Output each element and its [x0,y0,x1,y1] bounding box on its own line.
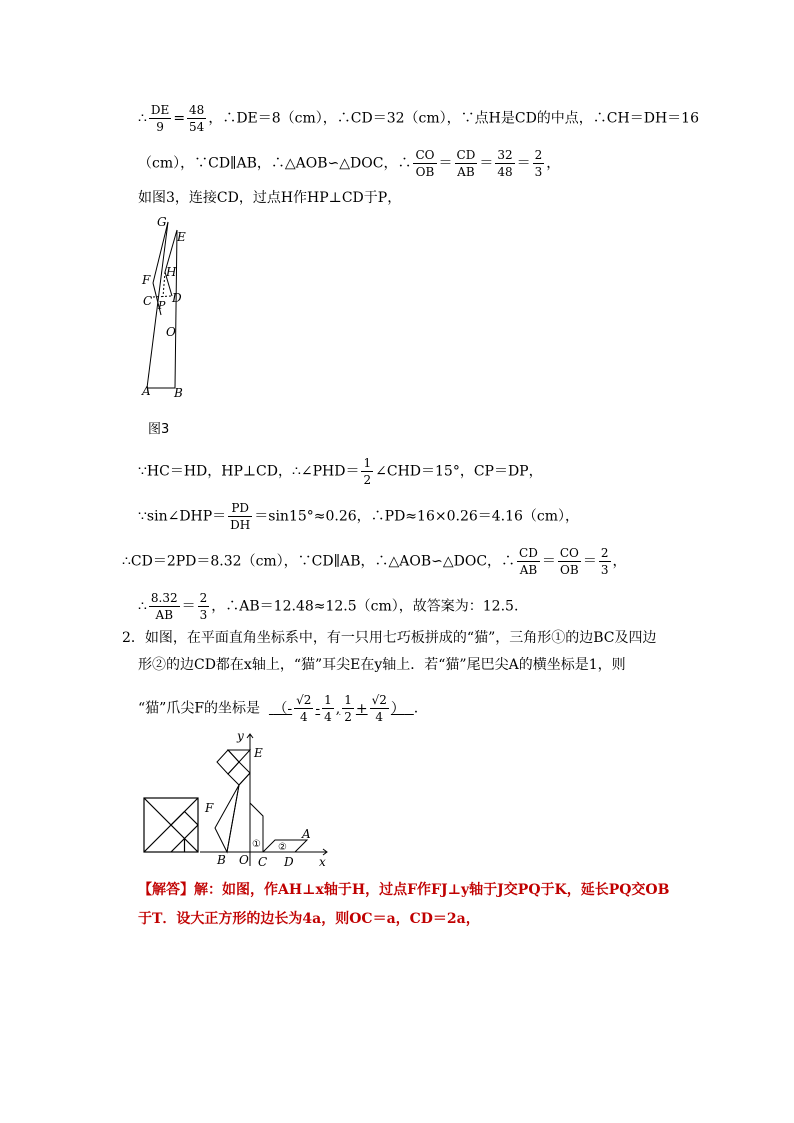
label-d: D [172,291,182,305]
label-f: F [142,273,151,287]
label-h: H [166,265,177,279]
answer-line-1: 【解答】解：如图，作AH⊥x轴于H，过点F作FJ⊥y轴于J交PQ于K，延长PQ交OB [138,882,670,898]
fraction: $\frac{2}{3}$ [199,591,208,622]
label-a: A [302,827,311,841]
label-g: G [157,215,167,229]
solution-line-1: ∴ $\frac{DE}{9}$ = $\frac{48}{54}$ ，∴DE＝8（cm），∴CD＝32（cm），∵点H是CD的中点，∴CH＝DH＝16 [138,103,699,134]
solution-line-3: 如图3，连接CD，过点H作HP⊥CD于P， [138,190,402,206]
fraction-48-54: $\frac{48}{54}$ [189,103,205,134]
cat-ear-piece [228,750,250,762]
fraction: $\frac{√2}{4}$ [296,693,312,724]
line [171,812,185,826]
solution-line-4: ∵HC＝HD，HP⊥CD，∴∠PHD＝ $\frac{1}{2}$ ∠CHD＝15°，CP＝DP， [138,456,543,487]
label-p: P [158,299,166,312]
cat-neck-piece [228,762,250,785]
cat-head-piece [217,750,239,774]
answer-tag: 【解答】 [138,882,194,898]
fraction: $\frac{2}{3}$ [600,546,609,577]
label-o: O [239,853,249,867]
fraction: $\frac{CD}{AB}$ [456,148,476,179]
fraction: $\frac{CD}{AB}$ [519,546,538,577]
fraction: $\frac{CO}{OB}$ [415,148,435,179]
fraction: $\frac{√2}{4}$ [371,693,387,724]
fraction: $\frac{32}{48}$ [497,148,513,179]
label-b: B [174,386,183,400]
fraction: $\frac{1}{2}$ [363,456,372,487]
label-f: F [205,801,214,815]
fraction-de-9: $\frac{DE}{9}$ [150,103,170,134]
solution-line-6: ∴CD＝2PD＝8.32（cm），∵CD∥AB，∴△AOB∽△DOC，∴ $\frac{CD}{AB}$ ＝ $\frac{CO}{OB}$ ＝ $\frac{2}{3}$ ， [122,546,627,577]
tangram-square-diagram [143,797,199,853]
label-d: D [284,855,294,869]
question-2-line-3: “猫”爪尖F的坐标是 （- $\frac{√2}{4}$ - $\frac{1}{4}$ , $\frac{1}{2}$ + $\frac{√2}{4}$ ） . [138,693,419,724]
label-triangle-1: ① [252,839,261,850]
label-o: O [166,325,176,339]
figure-3-diagram [135,210,205,405]
fraction: $\frac{CO}{OB}$ [559,546,579,577]
line-eb [175,230,177,388]
question-2-line-2: 形②的边CD都在x轴上，“猫”耳尖E在y轴上．若“猫”尾巴尖A的横坐标是1，则 [138,657,626,673]
fraction: $\frac{8.32}{AB}$ [150,591,178,622]
label-e: E [177,230,186,244]
label-x: x [319,855,326,869]
label-c: C [258,855,268,869]
solution-line-7: ∴ $\frac{8.32}{AB}$ ＝ $\frac{2}{3}$ ，∴AB＝12.48≈12.5（cm），故答案为：12.5. [138,591,519,622]
label-e: E [254,746,263,760]
cat-paw-piece [215,785,239,852]
segment-hp [163,272,165,297]
label-quad-2: ② [278,842,287,853]
solution-line-5: ∵sin∠DHP＝ $\frac{PD}{DH}$ ＝sin15°≈0.26，∴PD≈16×0.26＝4.16（cm）， [138,501,580,532]
answer-blank: （- $\frac{√2}{4}$ - $\frac{1}{4}$ , $\frac{1}{2}$ + $\frac{√2}{4}$ ） [273,693,405,724]
label-a: A [142,384,151,398]
figure-3-caption: 图3 [148,422,170,437]
fraction: $\frac{1}{4}$ [324,693,332,724]
solution-line-2: （cm），∵CD∥AB，∴△AOB∽△DOC，∴ $\frac{CO}{OB}$ ＝ $\frac{CD}{AB}$ ＝ $\frac{32}{48}$ ＝ $\frac{2}{3}$ ， [138,148,561,179]
fraction: $\frac{2}{3}$ [534,148,543,179]
fraction: $\frac{1}{2}$ [344,693,352,724]
label-y: y [237,729,244,743]
fraction: $\frac{PD}{DH}$ [230,501,251,532]
label-c: C [143,294,153,308]
question-2-line-1: 2．如图，在平面直角坐标系中，有一只用七巧板拼成的“猫”，三角形①的边BC及四边 [122,630,657,646]
tangram-cat-diagram [195,728,335,870]
answer-line-2: 于T．设大正方形的边长为4a，则OC＝a，CD＝2a， [138,911,480,927]
label-b: B [217,853,226,867]
